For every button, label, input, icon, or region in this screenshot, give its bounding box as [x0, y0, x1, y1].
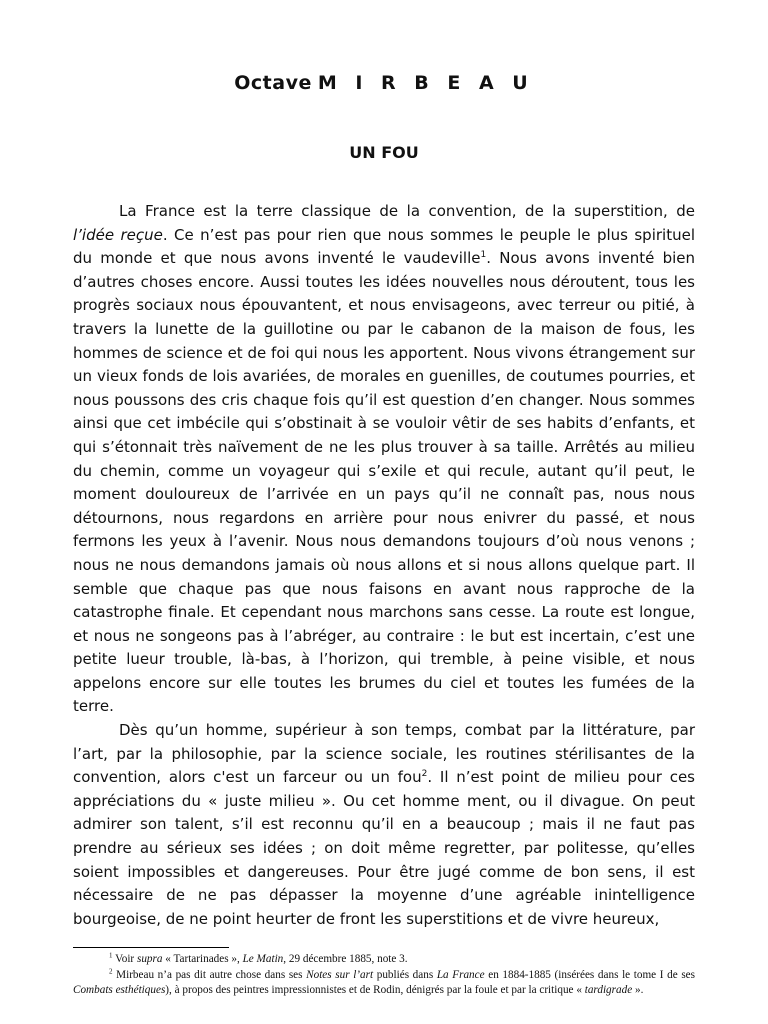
fn1-italic-b: supra — [136, 953, 163, 965]
fn2-text-g: ), à propos des peintres impressionnistes et de Rodin, dénigrés par la foule et par la critique « — [165, 984, 585, 996]
fn1-text-a: Voir — [112, 953, 137, 965]
footnote-1 — [73, 952, 695, 968]
body-text — [73, 200, 695, 931]
footnote-divider — [73, 947, 229, 948]
footnote-2 — [73, 968, 695, 999]
footnote-1-number: 1 — [109, 951, 113, 960]
p2-text-a: Dès qu’un homme, supérieur à son temps, combat par la littérature, par l’art, par la philosophie, par la science sociale, les routines stérilisantes de la convention, alors c'est un farceur ou un fou — [73, 721, 695, 787]
document-page — [73, 0, 695, 1024]
author-name — [73, 72, 695, 94]
paragraph-2 — [73, 719, 695, 931]
footnotes — [73, 952, 695, 999]
fn2-italic-d: La France — [436, 968, 485, 981]
footnote-ref-2[interactable]: 2 — [421, 769, 428, 780]
fn2-italic-h: tardigrade — [584, 984, 633, 996]
fn1-text-c: « Tartarinades », — [162, 953, 243, 965]
p1-text-d: . Nous avons inventé bien d’autres choses encore. Aussi toutes les idées nouvelles nous déroutent, tous les progrès sociaux nous épouvantent, et nous envisageons, avec terreur ou pitié, à travers la lunette de la guillotine ou par le cabanon de la maison de fous, les hommes de science et de foi qui nous les apportent. Nous vivons étrangement sur un vieux fonds de lois avariées, de morales en guenilles, de coutumes pourries, et nous poussons des cris chaque fois qu’il est question d’en changer. Nous sommes ainsi que cet imbécile qui s’obstinait à se vouloir vêtir de ses habits d’enfants, et qui s’étonnait très naïvement de ne les plus trouver à sa taille. Arrêtés au milieu du chemin, comme un voyageur qui s’exile et qui recule, autant qu’il peut, le moment douloureux de l’arrivée en un pays qu’il ne connaît pas, nous nous détournons, nous regardons en arrière pour nous enivrer du passé, et nous fermons les yeux à l’avenir. Nous nous demandons toujours d’où nous venons ; nous ne nous demandons jamais où nous allons et si nous allons quelque part. Il semble que chaque pas que nous faisons en avant nous rapproche de la catastrophe finale. Et cependant nous marchons sans cesse. La route est longue, et nous ne songeons pas à l’abréger, au contraire : le but est incertain, c’est une petite lueur trouble, là-bas, à l’horizon, qui tremble, à peine visible, et nous appelons encore sur elle toutes les brumes du ciel et toutes les fumées de la terre. — [73, 249, 695, 716]
p1-italic: l’idée reçue — [73, 225, 163, 244]
author-last-name: M I R B E A U — [317, 72, 534, 94]
fn2-text-a: Mirbeau n’a pas dit autre chose dans ses — [112, 968, 307, 981]
footnote-2-number: 2 — [109, 966, 113, 975]
fn1-italic-d: Le Matin — [242, 953, 284, 965]
fn2-text-e: en 1884-1885 (insérées dans le tome I de ses — [484, 968, 696, 981]
paragraph-1 — [73, 200, 695, 719]
fn1-text-e: , 29 décembre 1885, note 3. — [283, 953, 408, 965]
p1-text-a: La France est la terre classique de la convention, de la superstition, de — [119, 202, 695, 220]
author-first-name: Octave — [234, 72, 312, 94]
fn2-text-c: publiés dans — [373, 968, 437, 981]
p2-text-b: . Il n’est point de milieu pour ces appréciations du « juste milieu ». Ou cet homme ment, ou il divague. On peut admirer son talent, s’il est reconnu qu’il en a beaucoup ; mais il ne faut pas prendre au sérieux ses idées ; on doit même regretter, par politesse, qu’elles soient impossibles et dangereuses. Pour être jugé comme de bon sens, il est nécessaire de ne pas dépasser la moyenne d’une agréable inintelligence bourgeoise, de ne point heurter de front les superstitions et de vivre heureux, — [73, 768, 695, 928]
document-title: UN FOU — [349, 143, 419, 162]
footnote-ref-1[interactable]: 1 — [480, 250, 487, 261]
p1-text-c: . Ce n’est pas pour rien que nous sommes le peuple le plus spirituel du monde et que nous avons inventé le vaudeville — [73, 225, 695, 268]
fn2-text-i: ». — [632, 984, 644, 996]
fn2-italic-f: Combats esthétiques — [73, 984, 166, 996]
fn2-italic-b: Notes sur l’art — [306, 968, 374, 981]
